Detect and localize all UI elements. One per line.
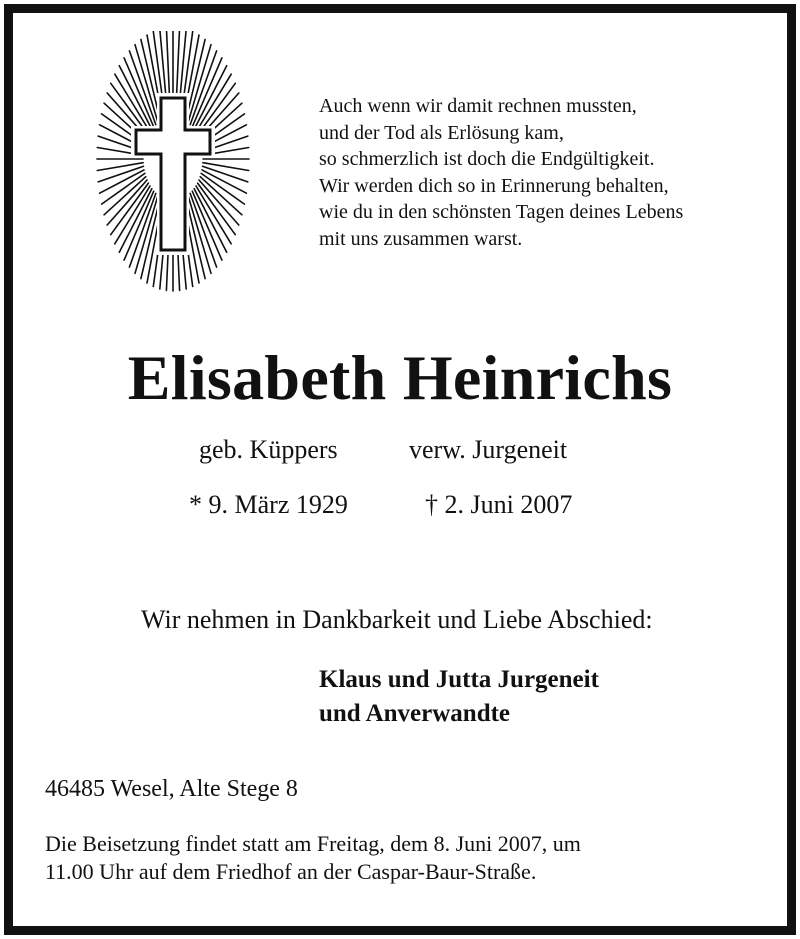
mourner-line: Klaus und Jutta Jurgeneit bbox=[319, 666, 599, 693]
birth-date: * 9. März 1929 bbox=[189, 490, 348, 519]
poem-line: und der Tod als Erlösung kam, bbox=[319, 121, 564, 144]
sun-ray bbox=[196, 74, 231, 132]
widowed-name: verw. Jurgeneit bbox=[409, 435, 568, 464]
funeral-line: 11.00 Uhr auf dem Friedhof an der Caspar-Baur-Straße. bbox=[45, 859, 537, 884]
farewell-statement: Wir nehmen in Dankbarkeit und Liebe Abschied: bbox=[141, 605, 653, 634]
poem-line: mit uns zusammen warst. bbox=[319, 227, 523, 250]
radiant-cross-icon bbox=[93, 31, 253, 311]
funeral-info bbox=[45, 830, 581, 886]
address: 46485 Wesel, Alte Stege 8 bbox=[45, 776, 298, 802]
obituary-notice bbox=[4, 4, 796, 935]
poem-line: Auch wenn wir damit rechnen mussten, bbox=[319, 95, 637, 117]
deceased-name: Elisabeth Heinrichs bbox=[127, 342, 673, 413]
poem-line: so schmerzlich ist doch die Endgültigkeit. bbox=[319, 148, 655, 170]
funeral-line: Die Beisetzung findet statt am Freitag, dem 8. Juni 2007, um bbox=[45, 831, 581, 856]
sun-ray bbox=[115, 74, 150, 132]
memorial-poem bbox=[319, 93, 789, 252]
poem-line: wie du in den schönsten Tagen deines Lebens bbox=[319, 201, 684, 223]
mourners bbox=[319, 663, 599, 731]
mourner-line: und Anverwandte bbox=[319, 700, 511, 727]
poem-line: Wir werden dich so in Erinnerung behalten, bbox=[319, 174, 669, 197]
born-name: geb. Küppers bbox=[199, 435, 338, 464]
sun-ray bbox=[196, 186, 231, 244]
sun-ray bbox=[115, 186, 150, 244]
death-date: † 2. Juni 2007 bbox=[425, 490, 573, 519]
